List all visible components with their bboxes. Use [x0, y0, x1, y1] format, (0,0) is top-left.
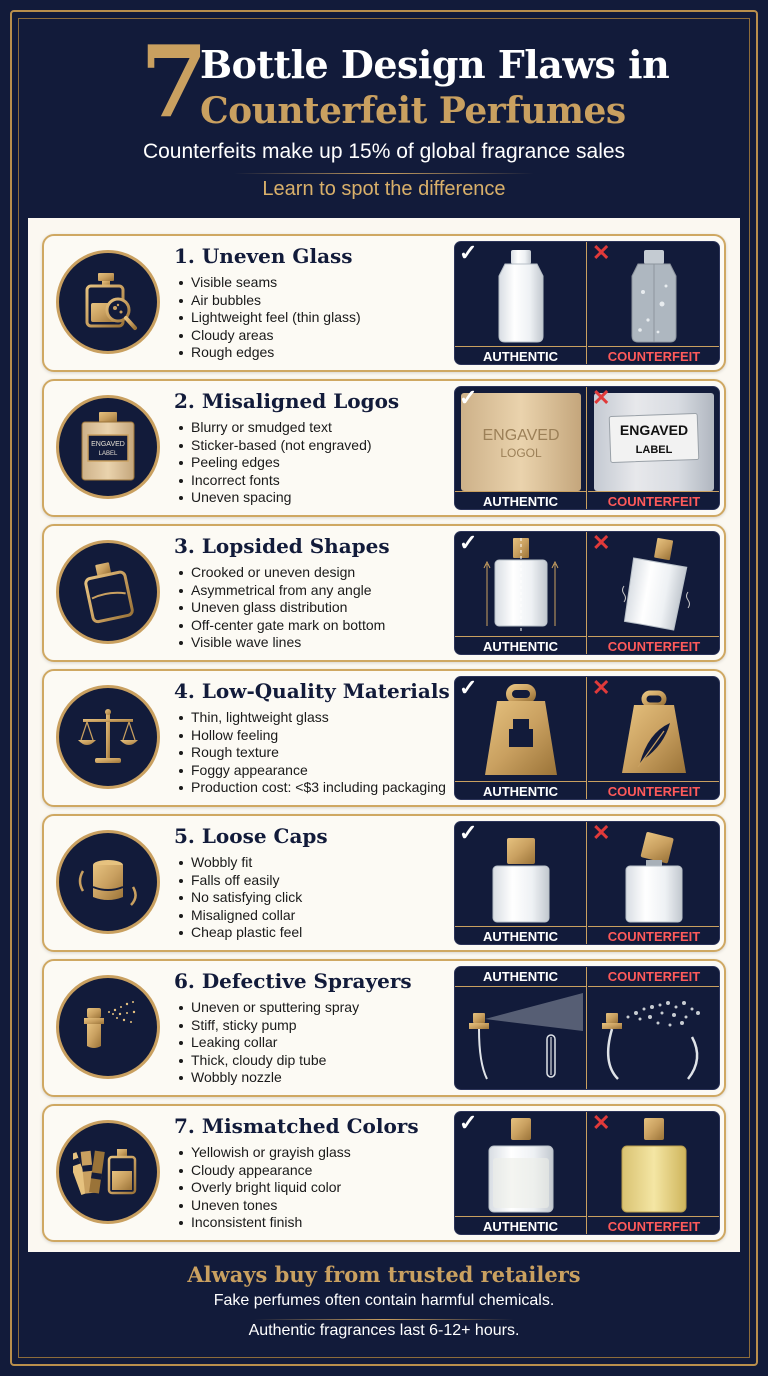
check-icon: ✓ — [459, 531, 478, 555]
comparison-panel — [454, 966, 720, 1090]
svg-text:LABEL: LABEL — [635, 444, 673, 456]
cross-icon: ✕ — [592, 241, 611, 265]
sputtering-sprayer-image — [588, 967, 720, 1090]
check-icon: ✓ — [459, 821, 478, 845]
list-item: Blurry or smudged text — [176, 419, 372, 437]
list-item: Asymmetrical from any angle — [176, 582, 385, 600]
list-item: Uneven glass distribution — [176, 599, 385, 617]
authentic-panel — [455, 967, 587, 1090]
flaw-card-defective-sprayers — [42, 959, 726, 1097]
title-line-2: Counterfeit Perfumes — [200, 90, 626, 132]
subtitle: Counterfeits make up 15% of global fragrance sales — [142, 140, 626, 163]
counterfeit-panel — [588, 677, 720, 800]
flaw-title: 4. Low-Quality Materials — [174, 679, 450, 703]
flaw-list — [176, 709, 446, 797]
tagline: Learn to spot the difference — [262, 178, 506, 200]
list-item: Cloudy appearance — [176, 1162, 351, 1180]
cross-icon: ✕ — [592, 676, 611, 700]
authentic-label: AUTHENTIC — [455, 1216, 586, 1235]
authentic-panel — [455, 242, 587, 365]
flaw-card-lopsided-shapes — [42, 524, 726, 662]
counterfeit-panel — [588, 967, 720, 1090]
list-item: Inconsistent finish — [176, 1214, 351, 1232]
flaw-list — [176, 274, 361, 362]
magnified-bottle-icon — [56, 250, 160, 354]
cross-icon: ✕ — [592, 1111, 611, 1135]
counterfeit-label: COUNTERFEIT — [588, 636, 720, 655]
sprayer-icon — [56, 975, 160, 1079]
comparison-panel — [454, 821, 720, 945]
list-item: Crooked or uneven design — [176, 564, 385, 582]
title-number: 7 — [140, 25, 209, 140]
authentic-label: AUTHENTIC — [455, 926, 586, 945]
authentic-label: AUTHENTIC — [455, 967, 586, 987]
color-swatch-icon — [56, 1120, 160, 1224]
comparison-panel — [454, 386, 720, 510]
authentic-panel — [455, 1112, 587, 1235]
list-item: Production cost: <$3 including packaging — [176, 779, 446, 797]
list-item: Thick, cloudy dip tube — [176, 1052, 359, 1070]
list-item: Visible wave lines — [176, 634, 385, 652]
authentic-panel — [455, 532, 587, 655]
list-item: Thin, lightweight glass — [176, 709, 446, 727]
list-item: Uneven or sputtering spray — [176, 999, 359, 1017]
comparison-panel — [454, 241, 720, 365]
counterfeit-label: COUNTERFEIT — [588, 1216, 720, 1235]
flaw-list — [176, 854, 302, 942]
list-item: Wobbly fit — [176, 854, 302, 872]
footer-title: Always buy from trusted retailers — [187, 1262, 581, 1287]
authentic-panel — [455, 387, 587, 510]
header — [0, 0, 768, 218]
svg-text:LABEL: LABEL — [98, 451, 118, 457]
list-item: Off-center gate mark on bottom — [176, 617, 385, 635]
footer — [0, 1252, 768, 1376]
header-divider — [234, 173, 534, 174]
comparison-panel — [454, 531, 720, 655]
counterfeit-label: COUNTERFEIT — [588, 346, 720, 365]
title-line-1: Bottle Design Flaws in — [200, 42, 670, 87]
list-item: Incorrect fonts — [176, 472, 372, 490]
list-item: Wobbly nozzle — [176, 1069, 359, 1087]
list-item: Rough edges — [176, 344, 361, 362]
counterfeit-label: COUNTERFEIT — [588, 491, 720, 510]
labeled-bottle-icon — [56, 395, 160, 499]
flaw-card-mismatched-colors — [42, 1104, 726, 1242]
authentic-label: AUTHENTIC — [455, 346, 586, 365]
list-item: Peeling edges — [176, 454, 372, 472]
list-item: Leaking collar — [176, 1034, 359, 1052]
svg-text:LOGOL: LOGOL — [500, 446, 542, 460]
cap-icon — [56, 830, 160, 934]
scales-icon — [56, 685, 160, 789]
footer-line-1: Fake perfumes often contain harmful chemicals. — [213, 1292, 555, 1309]
counterfeit-panel — [588, 532, 720, 655]
list-item: Visible seams — [176, 274, 361, 292]
footer-divider — [254, 1319, 514, 1320]
counterfeit-label: COUNTERFEIT — [588, 926, 720, 945]
counterfeit-panel — [588, 387, 720, 510]
footer-line-2: Authentic fragrances last 6-12+ hours. — [248, 1322, 520, 1339]
check-icon: ✓ — [459, 1111, 478, 1135]
check-icon: ✓ — [459, 386, 478, 410]
list-item: Falls off easily — [176, 872, 302, 890]
svg-text:ENGAVED: ENGAVED — [619, 422, 689, 438]
authentic-panel — [455, 822, 587, 945]
flaw-card-uneven-glass — [42, 234, 726, 372]
list-item: Uneven tones — [176, 1197, 351, 1215]
counterfeit-label: COUNTERFEIT — [588, 781, 720, 800]
cross-icon: ✕ — [592, 386, 611, 410]
svg-text:ENGAVED: ENGAVED — [91, 441, 125, 448]
flaw-title: 2. Misaligned Logos — [174, 389, 400, 413]
authentic-label: AUTHENTIC — [455, 491, 586, 510]
flaw-list — [176, 999, 359, 1087]
counterfeit-panel — [588, 242, 720, 365]
list-item: Hollow feeling — [176, 727, 446, 745]
list-item: Uneven spacing — [176, 489, 372, 507]
flaw-title: 1. Uneven Glass — [174, 244, 353, 268]
list-item: Cloudy areas — [176, 327, 361, 345]
list-item: Rough texture — [176, 744, 446, 762]
list-item: Misaligned collar — [176, 907, 302, 925]
flaw-title: 7. Mismatched Colors — [174, 1114, 419, 1138]
flaw-title: 5. Loose Caps — [174, 824, 328, 848]
flaw-card-loose-caps — [42, 814, 726, 952]
list-item: Lightweight feel (thin glass) — [176, 309, 361, 327]
flaw-list — [176, 419, 372, 507]
flaw-card-low-quality-materials — [42, 669, 726, 807]
check-icon: ✓ — [459, 241, 478, 265]
counterfeit-label: COUNTERFEIT — [588, 967, 720, 987]
list-item: Sticker-based (not engraved) — [176, 437, 372, 455]
list-item: Cheap plastic feel — [176, 924, 302, 942]
flaw-title: 6. Defective Sprayers — [174, 969, 412, 993]
fine-mist-sprayer-image — [455, 967, 587, 1090]
svg-text:ENGAVED: ENGAVED — [482, 427, 560, 444]
flaw-list — [176, 1144, 351, 1232]
flaw-list — [176, 564, 385, 652]
list-item: No satisfying click — [176, 889, 302, 907]
comparison-panel — [454, 676, 720, 800]
flaw-card-misaligned-logos — [42, 379, 726, 517]
cross-icon: ✕ — [592, 821, 611, 845]
comparison-panel — [454, 1111, 720, 1235]
authentic-label: AUTHENTIC — [455, 636, 586, 655]
list-item: Yellowish or grayish glass — [176, 1144, 351, 1162]
cross-icon: ✕ — [592, 531, 611, 555]
counterfeit-panel — [588, 1112, 720, 1235]
list-item: Overly bright liquid color — [176, 1179, 351, 1197]
check-icon: ✓ — [459, 676, 478, 700]
list-item: Foggy appearance — [176, 762, 446, 780]
authentic-label: AUTHENTIC — [455, 781, 586, 800]
list-item: Air bubbles — [176, 292, 361, 310]
counterfeit-panel — [588, 822, 720, 945]
tilted-bottle-icon — [56, 540, 160, 644]
list-item: Stiff, sticky pump — [176, 1017, 359, 1035]
authentic-panel — [455, 677, 587, 800]
flaw-title: 3. Lopsided Shapes — [174, 534, 390, 558]
